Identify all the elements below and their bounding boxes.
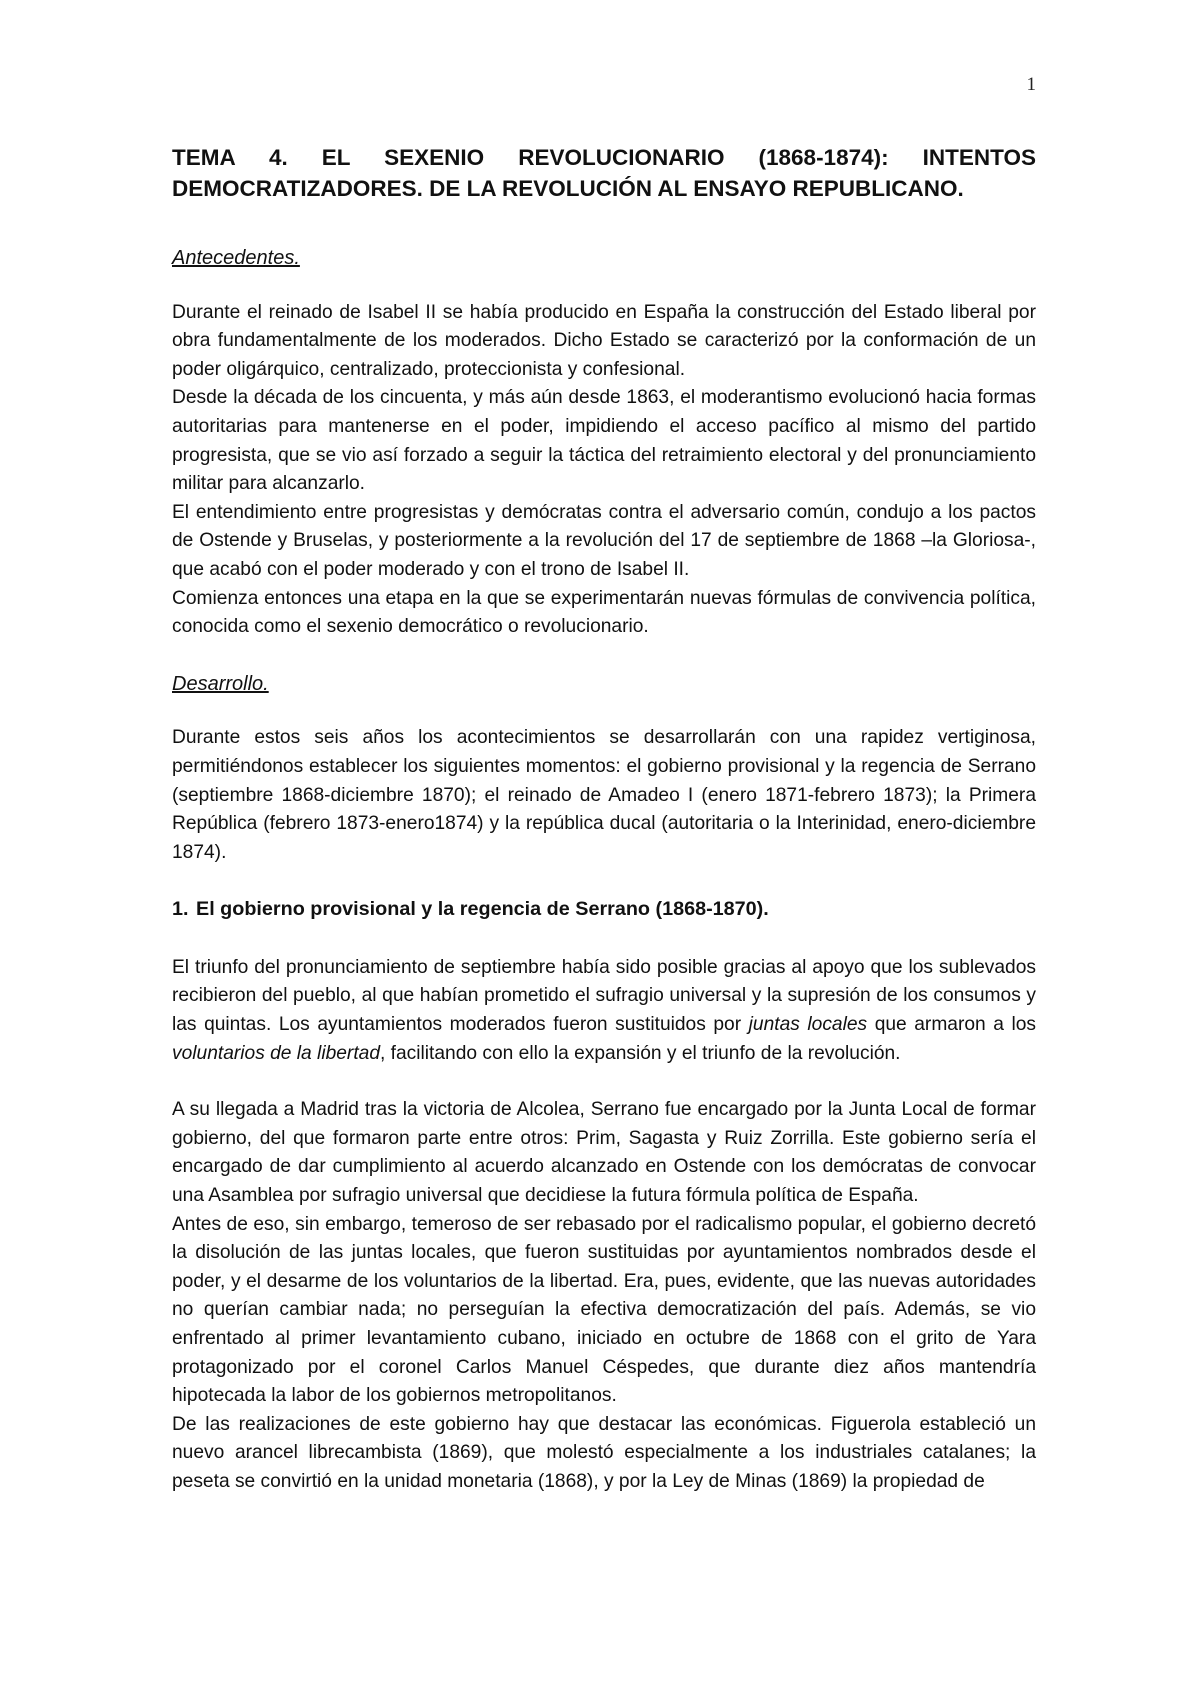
section-heading-antecedentes: Antecedentes. [172,247,300,269]
paragraph: Comienza entonces una etapa en la que se experimentarán nuevas fórmulas de convivencia política, conocida como el sexenio democrático o revolucionario. [172,587,1036,638]
paragraph: De las realizaciones de este gobierno hay que destacar las económicas. Figuerola estableció un nuevo arancel librecambista (1869), que molestó especialmente a los industriales catalanes; la peseta se convirtió en la unidad monetaria (1868), y por la Ley de Minas (1869) la propiedad de [172,1413,1036,1492]
section-1-intro [172,954,1036,1068]
text-run: que armaron a los [867,1014,1036,1036]
section-number: 1. [172,898,189,921]
emphasis-voluntarios: voluntarios de la libertad [172,1042,380,1064]
document-title: TEMA 4. EL SEXENIO REVOLUCIONARIO (1868-1874): INTENTOS DEMOCRATIZADORES. DE LA REVOLUCIÓN AL ENSAYO REPUBLICANO. [172,145,1036,201]
paragraph: Antes de eso, sin embargo, temeroso de ser rebasado por el radicalismo popular, el gobierno decretó la disolución de las juntas locales, que fueron sustituidas por ayuntamientos nombrados desde el poder, y el desarme de los voluntarios de la libertad. Era, pues, evidente, que las nuevas autoridades no querían cambiar nada; no perseguían la efectiva democratización del país. Además, se vio enfrentado al primer levantamiento cubano, iniciado en octubre de 1868 con el grito de Yara protagonizado por el coronel Carlos Manuel Céspedes, que durante diez años mantendría hipotecada la labor de los gobiernos metropolitanos. [172,1213,1036,1407]
paragraph: A su llegada a Madrid tras la victoria de Alcolea, Serrano fue encargado por la Junta Local de formar gobierno, del que formaron parte entre otros: Prim, Sagasta y Ruiz Zorrilla. Este gobierno sería el encargado de dar cumplimiento al acuerdo alcanzado en Ostende con los demócratas de convocar una Asamblea por sufragio universal que decidiese la futura fórmula política de España. [172,1099,1036,1207]
paragraph: El entendimiento entre progresistas y demócratas contra el adversario común, condujo a los pactos de Ostende y Bruselas, y posteriormente a la revolución del 17 de septiembre de 1868 –la Gloriosa-, que acabó con el poder moderado y con el trono de Isabel II. [172,501,1036,580]
paragraph: Durante estos seis años los acontecimientos se desarrollarán con una rapidez vertiginosa, permitiéndonos establecer los siguientes momentos: el gobierno provisional y la regencia de Serrano (septiembre 1868-diciembre 1870); el reinado de Amadeo I (enero 1871-febrero 1873); la Primera República (febrero 1873-enero1874) y la república ducal (autoritaria o la Interinidad, enero-diciembre 1874). [172,727,1036,863]
section-heading-desarrollo: Desarrollo. [172,672,269,695]
paragraph: Durante el reinado de Isabel II se había producido en España la construcción del Estado liberal por obra fundamentalmente de los moderados. Dicho Estado se caracterizó por la conformación de un poder oligárquico, centralizado, proteccionista y confesional. [172,301,1036,380]
section-1-title: El gobierno provisional y la regencia de Serrano (1868-1870). [196,898,769,921]
document-body [172,142,1036,1497]
text-run: El triunfo del pronunciamiento de septiembre había sido posible gracias al apoyo que los sublevados recibieron del pueblo, al que habían prometido el sufragio universal y la supresión de los consumos y las quintas. Los ayuntamientos moderados fueron sustituidos por [172,956,1036,1036]
paragraph [172,954,1036,1068]
section-1-body [172,1096,1036,1496]
page-number: 1 [1026,74,1036,95]
antecedentes-text [172,299,1036,642]
text-run: , facilitando con ello la expansión y el triunfo de la revolución. [380,1042,901,1064]
paragraph: Desde la década de los cincuenta, y más aún desde 1863, el moderantismo evolucionó hacia formas autoritarias para mantenerse en el poder, impidiendo el acceso pacífico al mismo del partido progresista, que se vio así forzado a seguir la táctica del retraimiento electoral y del pronunciamiento militar para alcanzarlo. [172,387,1036,495]
emphasis-juntas-locales: juntas locales [748,1014,868,1036]
section-1-heading [172,895,1036,924]
desarrollo-text [172,724,1036,867]
